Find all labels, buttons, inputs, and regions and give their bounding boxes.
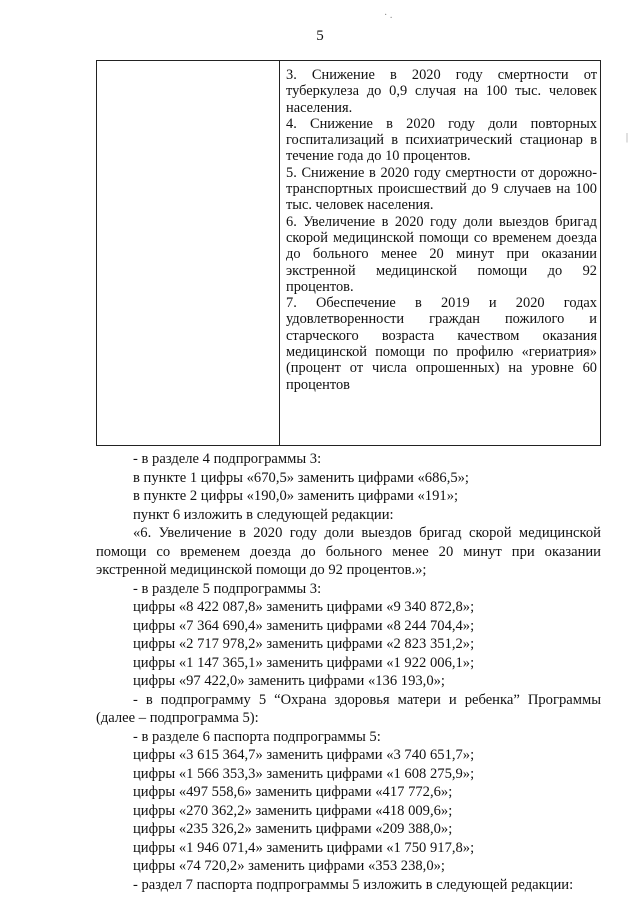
table-row [97, 61, 601, 446]
paragraph: цифры «497 558,6» заменить цифрами «417 772,6»; [133, 784, 453, 800]
paragraph: - в подпрограмму 5 “Охрана здоровья матери и ребенка” Программы (далее – подпрограмма 5): [96, 691, 601, 726]
paragraph: цифры «1 946 071,4» заменить цифрами «1 750 917,8»; [133, 839, 475, 856]
paragraph: пункт 6 изложить в следующей редакции: [133, 506, 394, 523]
table-cell-targets [280, 61, 601, 446]
paragraph: - раздел 7 паспорта подпрограммы 5 изложить в следующей редакции: [133, 876, 574, 893]
target-item-6: 6. Увеличение в 2020 году доли выездов бригад скорой медицинской помощи со временем доезда до больного менее 20 минут при оказании экстренной медицинской помощи до 92 процентов. [286, 213, 597, 295]
target-item-7: 7. Обеспечение в 2019 и 2020 годах удовлетворенности граждан пожилого и старческого возраста качеством оказания медицинской помощи по профилю «гериатрия» (процент от числа опрошенных) на уровне 60 процентов [286, 295, 597, 393]
page-number: 5 [316, 28, 324, 44]
target-item-3: 3. Снижение в 2020 году смертности от туберкулеза до 0,9 случая на 100 тыс. человек населения. [286, 67, 597, 116]
paragraph: цифры «1 566 353,3» заменить цифрами «1 608 275,9»; [133, 765, 475, 782]
paragraph: «6. Увеличение в 2020 году доли выездов бригад скорой медицинской помощи со временем доезда до больного менее 20 минут при оказании экстренной медицинской помощи до 92 процентов.»; [96, 525, 601, 578]
paragraph: - в разделе 4 подпрограммы 3: [133, 451, 322, 467]
paragraph: - в разделе 5 подпрограммы 3: [133, 580, 322, 597]
targets-table [96, 60, 601, 446]
paragraph: цифры «74 720,2» заменить цифрами «353 238,0»; [133, 858, 445, 874]
paragraph: цифры «97 422,0» заменить цифрами «136 193,0»; [133, 673, 445, 689]
target-item-5: 5. Снижение в 2020 году смертности от дорожно-транспортных происшествий до 9 случаев на 100 тыс. человек населения. [286, 164, 597, 214]
paragraph: в пункте 2 цифры «190,0» заменить цифрами «191»; [133, 488, 459, 504]
scan-edge-mark: | [626, 132, 629, 143]
paragraph: цифры «235 326,2» заменить цифрами «209 388,0»; [133, 821, 453, 837]
scan-speck: · . [384, 10, 393, 21]
paragraph: в пункте 1 цифры «670,5» заменить цифрами «686,5»; [133, 469, 469, 486]
paragraph: цифры «3 615 364,7» заменить цифрами «3 740 651,7»; [133, 747, 475, 763]
paragraph: - в разделе 6 паспорта подпрограммы 5: [133, 728, 381, 745]
paragraph: цифры «7 364 690,4» заменить цифрами «8 244 704,4»; [133, 617, 475, 634]
document-body [96, 450, 601, 894]
paragraph: цифры «1 147 365,1» заменить цифрами «1 922 006,1»; [133, 654, 475, 671]
paragraph: цифры «2 717 978,2» заменить цифрами «2 823 351,2»; [133, 636, 475, 652]
paragraph: цифры «270 362,2» заменить цифрами «418 009,6»; [133, 802, 453, 819]
paragraph: цифры «8 422 087,8» заменить цифрами «9 340 872,8»; [133, 599, 475, 615]
target-item-4: 4. Снижение в 2020 году доли повторных госпитализаций в психиатрический стационар в течение года до 10 процентов. [286, 115, 597, 165]
table-cell-empty [97, 61, 280, 446]
